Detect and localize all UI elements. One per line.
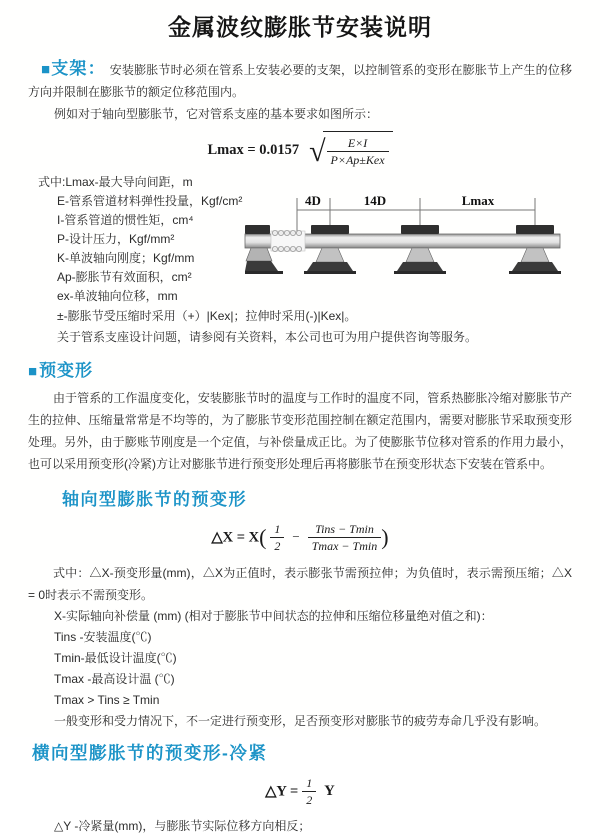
param-line: E-管系管道材料弹性投量，Kgf/cm² bbox=[57, 194, 243, 208]
fraction-denominator: Tmax − Tmin bbox=[311, 538, 378, 553]
support-example-line: 例如对于轴向型膨胀节，它对管系支座的基本要求如图所示： bbox=[54, 107, 379, 121]
pipe-support bbox=[509, 225, 561, 274]
fraction-numerator: Tins − Tmin bbox=[308, 522, 381, 538]
axial-definition-list bbox=[28, 606, 572, 732]
axial-subsection-heading: 轴向型膨胀节的预变形 bbox=[62, 490, 247, 509]
fraction-denominator: P×Ap±Kex bbox=[330, 152, 385, 167]
pipe-support bbox=[394, 225, 446, 274]
temperature-fraction bbox=[308, 522, 381, 553]
close-paren: ) bbox=[381, 524, 389, 550]
definition-line: Tins -安装温度(℃) bbox=[54, 630, 152, 644]
half-fraction bbox=[270, 522, 284, 553]
minus-operator: − bbox=[292, 529, 300, 545]
formula-lhs: △Y = bbox=[265, 783, 299, 800]
lateral-coldtight-formula bbox=[0, 775, 600, 807]
param-line: I-管系管道的惯性矩，cm⁴ bbox=[57, 213, 194, 227]
sqrt-radicand bbox=[323, 131, 393, 169]
sqrt-expression bbox=[309, 131, 392, 169]
fraction bbox=[327, 136, 389, 167]
definition-line: 一般变形和受力情况下，不一定进行预变形，足否预变形对膨胀节的疲劳寿命几乎没有影响。 bbox=[54, 714, 547, 728]
predeform-paragraph: 由于管系的工作温度变化，安装膨胀节时的温度与工作时的温度不同，管系热膨胀冷缩对膨胀节产生的拉伸、压缩量常常是不均等的，为了膨胀节变形范围控制在额定范围内，需要对膨胀节采取预变形处理。另外，由于膨账节刚度是一个定值，与补偿量成正比。为了使膨胀节位移对管系的作用力最小，也可以采用预变形(冷紧)方让对膨胀节进行预变形处理后再将膨胀节在预变形状态下安装在管系中。 bbox=[28, 391, 572, 471]
dim-label-lmax: Lmax bbox=[461, 193, 495, 208]
lateral-subsection-heading: 横向型膨胀节的预变形-冷紧 bbox=[32, 743, 268, 763]
predeform-heading-label: 预变形 bbox=[39, 361, 94, 380]
dim-label-4d: 4D bbox=[305, 193, 321, 208]
fraction-numerator: 1 bbox=[302, 776, 316, 792]
param-line: K-单波轴向刚度；Kgf/mm bbox=[57, 251, 195, 265]
fraction-denominator: 2 bbox=[306, 792, 313, 807]
pipe-support-diagram bbox=[245, 192, 595, 297]
consult-note: 关于管系支座设计问题，请参阅有关资料，本公司也可为用户提供咨询等服务。 bbox=[57, 330, 478, 344]
formula-lhs: △X = X bbox=[211, 529, 260, 546]
support-section-heading: 支架： bbox=[51, 59, 106, 78]
definition-line: Tmin-最低设计温度(℃) bbox=[54, 651, 177, 665]
guide-spacing-formula bbox=[0, 131, 600, 167]
param-line: P-设计压力，Kgf/mm² bbox=[57, 232, 175, 246]
param-line-lead: 式中:Lmax-最大导向间距，m bbox=[38, 175, 193, 189]
fraction-numerator: E×I bbox=[327, 136, 389, 152]
blue-square-icon: ■ bbox=[28, 363, 39, 380]
definition-line: Tmax -最高设计温 (℃) bbox=[54, 672, 175, 686]
plusminus-note: ±-膨胀节受压缩时采用（+）|Kex|；拉伸时采用(-)|Kex|。 bbox=[57, 309, 357, 323]
param-line: ex-单波轴向位移，mm bbox=[57, 289, 178, 303]
formula-rhs: Y bbox=[324, 783, 335, 800]
fraction-numerator: 1 bbox=[270, 522, 284, 538]
fraction-denominator: 2 bbox=[274, 538, 281, 553]
pipe-support bbox=[304, 225, 356, 274]
definition-line: X-实际轴向补偿量 (mm) (相对于膨胀节中间状态的拉伸和压缩位移量绝对值之和)： bbox=[54, 609, 493, 623]
axial-predeform-formula bbox=[0, 518, 600, 556]
predeform-section-heading bbox=[28, 356, 600, 381]
dim-label-14d: 14D bbox=[363, 193, 387, 208]
formula-lhs: Lmax = 0.0157 bbox=[207, 142, 300, 158]
param-line: Ap-膨胀节有效面积，cm² bbox=[57, 270, 192, 284]
support-intro-text: 安装膨胀节时必须在管系上安装必要的支架，以控制管系的变形在膨胀节上产生的位移方向并限制在膨胀节的额定位移范围内。 bbox=[28, 63, 573, 99]
support-paragraph bbox=[28, 58, 572, 103]
definition-line: Tmax > Tins ≥ Tmin bbox=[54, 693, 160, 707]
lateral-note-line: △Y -冷紧量(mm)，与膨胀节实际位移方向相反； bbox=[54, 819, 311, 833]
bellows bbox=[271, 230, 305, 251]
page-title: 金属波纹膨胀节安装说明 bbox=[168, 14, 432, 40]
axial-explain-paragraph: 式中：△X-预变形量(mm)，△X为正值时，表示膨张节需预拉伸；为负值时，表示需预压缩；△X = 0时表示不需预变形。 bbox=[28, 566, 572, 602]
half-fraction bbox=[302, 776, 316, 807]
sqrt-sign-icon: √ bbox=[309, 135, 326, 168]
blue-square-icon: ■ bbox=[41, 61, 51, 78]
open-paren: ( bbox=[259, 524, 267, 550]
